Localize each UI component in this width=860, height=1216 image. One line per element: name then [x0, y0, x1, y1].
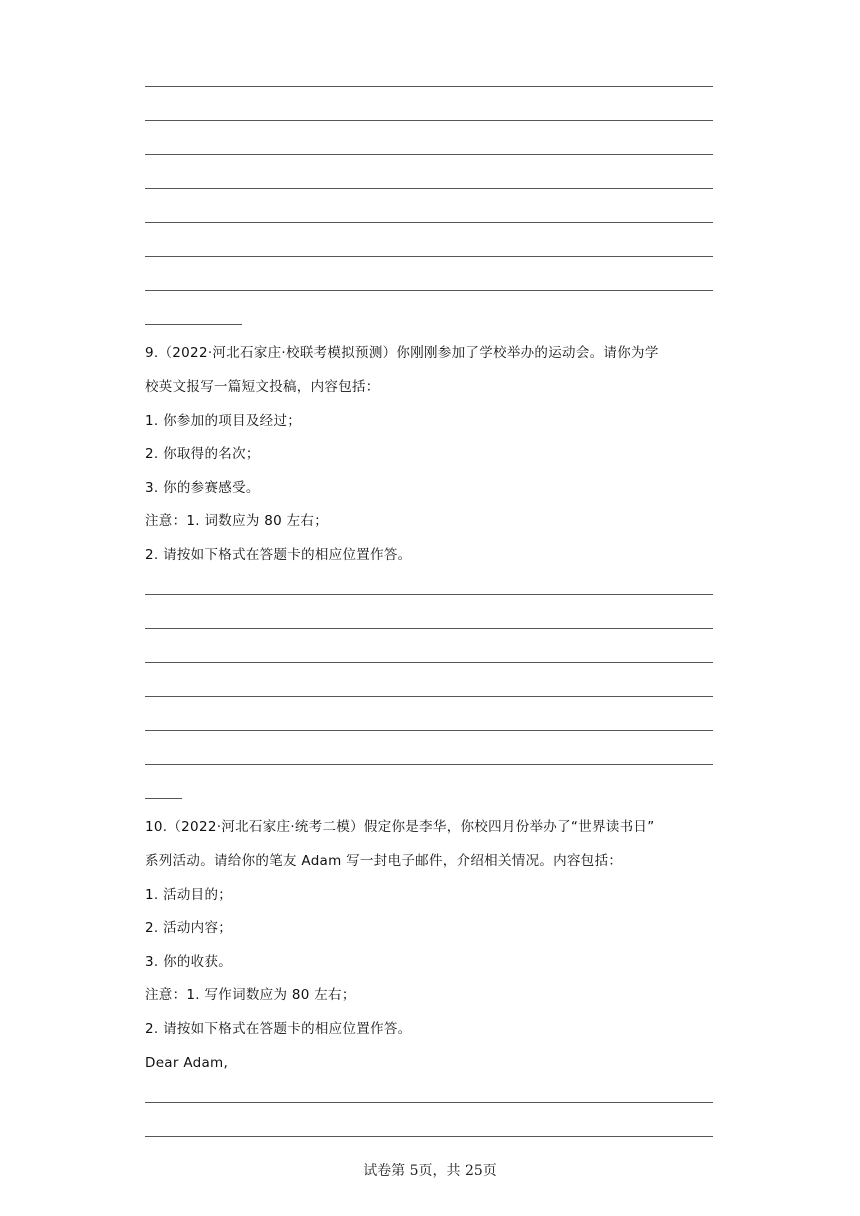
answer-line	[145, 1136, 713, 1137]
q9-note-2: 2. 请按如下格式在答题卡的相应位置作答。	[145, 547, 412, 563]
answer-line	[145, 696, 713, 697]
answer-line	[145, 188, 713, 189]
q9-heading-line2: 校英文报写一篇短文投稿，内容包括：	[145, 379, 380, 395]
q9-note-1: 注意：1. 词数应为 80 左右；	[145, 513, 329, 529]
answer-line	[145, 86, 713, 87]
answer-line	[145, 1102, 713, 1103]
page-footer: 试卷第 5页，共 25页	[363, 1163, 497, 1179]
answer-line	[145, 222, 713, 223]
answer-line	[145, 730, 713, 731]
answer-line-short	[145, 798, 182, 799]
answer-line	[145, 256, 713, 257]
q10-item-3: 3. 你的收获。	[145, 954, 233, 970]
q9-item-1: 1. 你参加的项目及经过；	[145, 413, 302, 429]
answer-line	[145, 764, 713, 765]
answer-line	[145, 120, 713, 121]
answer-line-short	[145, 324, 242, 325]
q9-heading-line1: 9.（2022·河北石家庄·校联考模拟预测）你刚刚参加了学校举办的运动会。请你为学	[145, 345, 659, 361]
q10-item-2: 2. 活动内容；	[145, 920, 233, 936]
q9-item-2: 2. 你取得的名次；	[145, 446, 260, 462]
q10-heading-line1: 10.（2022·河北石家庄·统考二模）假定你是李华，你校四月份举办了“世界读书日”	[145, 819, 655, 835]
q10-greeting: Dear Adam,	[145, 1055, 229, 1071]
answer-line	[145, 594, 713, 595]
q10-item-1: 1. 活动目的；	[145, 887, 233, 903]
answer-line	[145, 154, 713, 155]
q10-heading-line2: 系列活动。请给你的笔友 Adam 写一封电子邮件，介绍相关情况。内容包括：	[145, 853, 623, 869]
answer-line	[145, 290, 713, 291]
q10-note-2: 2. 请按如下格式在答题卡的相应位置作答。	[145, 1021, 412, 1037]
answer-line	[145, 662, 713, 663]
answer-line	[145, 628, 713, 629]
q10-note-1: 注意：1. 写作词数应为 80 左右；	[145, 987, 356, 1003]
q9-item-3: 3. 你的参赛感受。	[145, 480, 260, 496]
